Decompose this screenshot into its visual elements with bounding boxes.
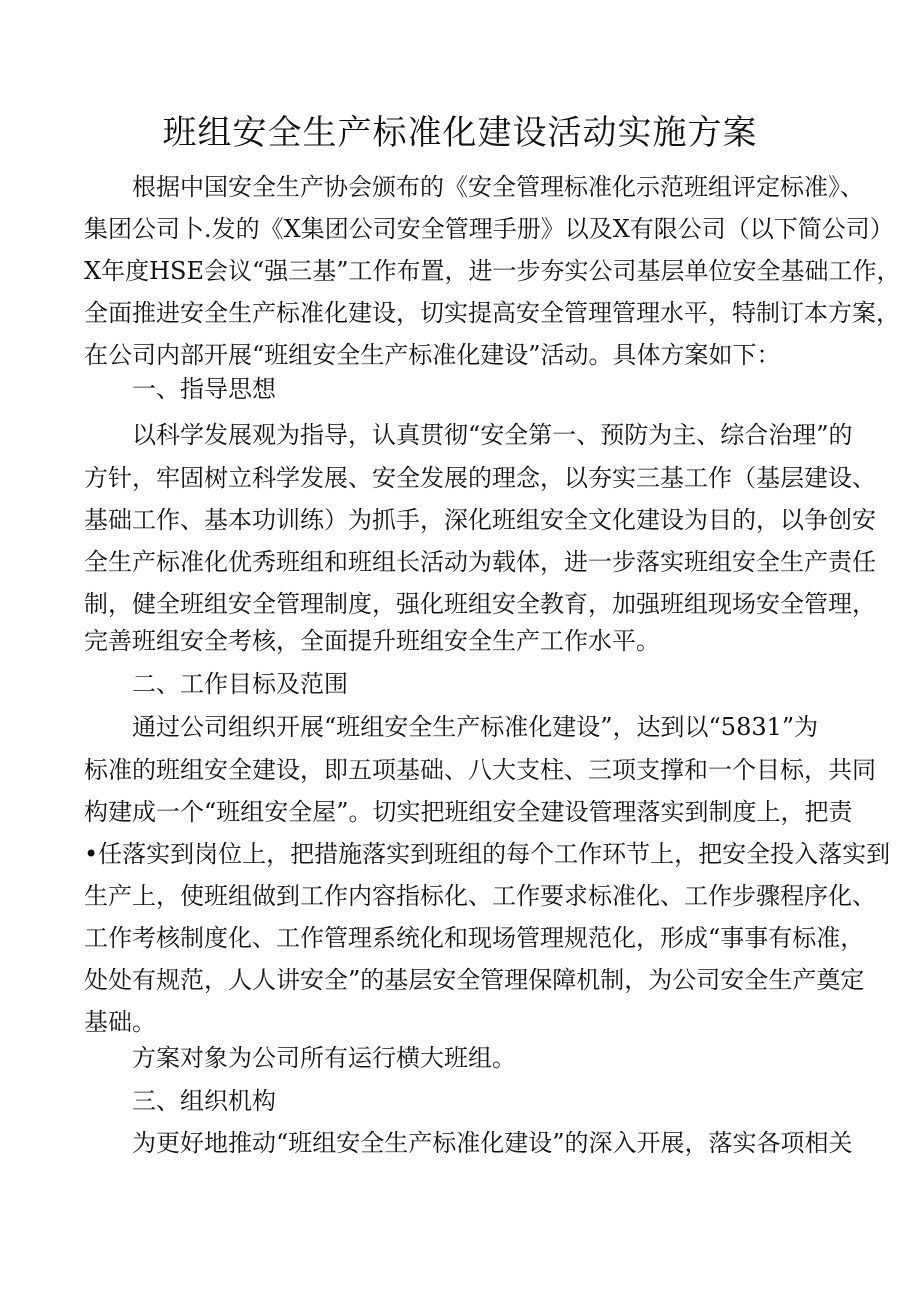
- body-line: 在公司内部开展“班组安全生产标准化建设”活动。具体方案如下：: [84, 341, 781, 369]
- body-line: 以科学发展观为指导，认真贯彻“安全第一、预防为主、综合治理”的: [132, 421, 853, 449]
- body-line: 基础工作、基本功训练）为抓手，深化班组安全文化建设为目的，以争创安: [84, 506, 876, 534]
- body-line: 集团公司卜.发的《X集团公司安全管理手册》以及X有限公司（以下简公司）: [84, 215, 894, 243]
- section-heading: 一、指导思想: [132, 375, 276, 403]
- body-line: 根据中国安全生产协会颁布的《安全管理标准化示范班组评定标准》、: [132, 173, 864, 201]
- body-line: 为更好地推动“班组安全生产标准化建设”的深入开展，落实各项相关: [132, 1129, 853, 1157]
- body-line: 基础。: [84, 1008, 156, 1036]
- body-line: 完善班组安全考核，全面提升班组安全生产工作水平。: [84, 627, 660, 655]
- body-line: 构建成一个“班组安全屋”。切实把班组安全建设管理落实到制度上，把责: [84, 798, 853, 826]
- body-line: X年度HSE会议“强三基”工作布置，进一步夯实公司基层单位安全基础工作，: [84, 257, 901, 285]
- body-line: 制，健全班组安全管理制度，强化班组安全教育，加强班组现场安全管理，: [84, 590, 876, 618]
- body-line: 全面推进安全生产标准化建设，切实提高安全管理管理水平，特制订本方案，: [84, 299, 900, 327]
- section-heading: 二、工作目标及范围: [132, 670, 348, 698]
- body-line: 标准的班组安全建设，即五项基础、八大支柱、三项支撑和一个目标，共同: [84, 756, 876, 784]
- body-line: •任落实到岗位上，把措施落实到班组的每个工作环节上，把安全投入落实到: [84, 840, 891, 868]
- body-line: 处处有规范，人人讲安全”的基层安全管理保障机制，为公司安全生产奠定: [84, 966, 865, 994]
- body-line: 生产上，使班组做到工作内容指标化、工作要求标准化、工作步骤程序化、: [84, 882, 876, 910]
- body-line: 方案对象为公司所有运行横大班组。: [132, 1044, 516, 1072]
- body-line: 全生产标准化优秀班组和班组长活动为载体，进一步落实班组安全生产责任: [84, 548, 876, 576]
- document-title: 班组安全生产标准化建设活动实施方案: [162, 113, 758, 153]
- body-line: 通过公司组织开展“班组安全生产标准化建设”，达到以“5831”为: [132, 713, 819, 741]
- section-heading: 三、组织机构: [132, 1087, 276, 1115]
- body-line: 工作考核制度化、工作管理系统化和现场管理规范化，形成“事事有标准，: [84, 924, 865, 952]
- body-line: 方针，牢固树立科学发展、安全发展的理念，以夯实三基工作（基层建设、: [84, 464, 876, 492]
